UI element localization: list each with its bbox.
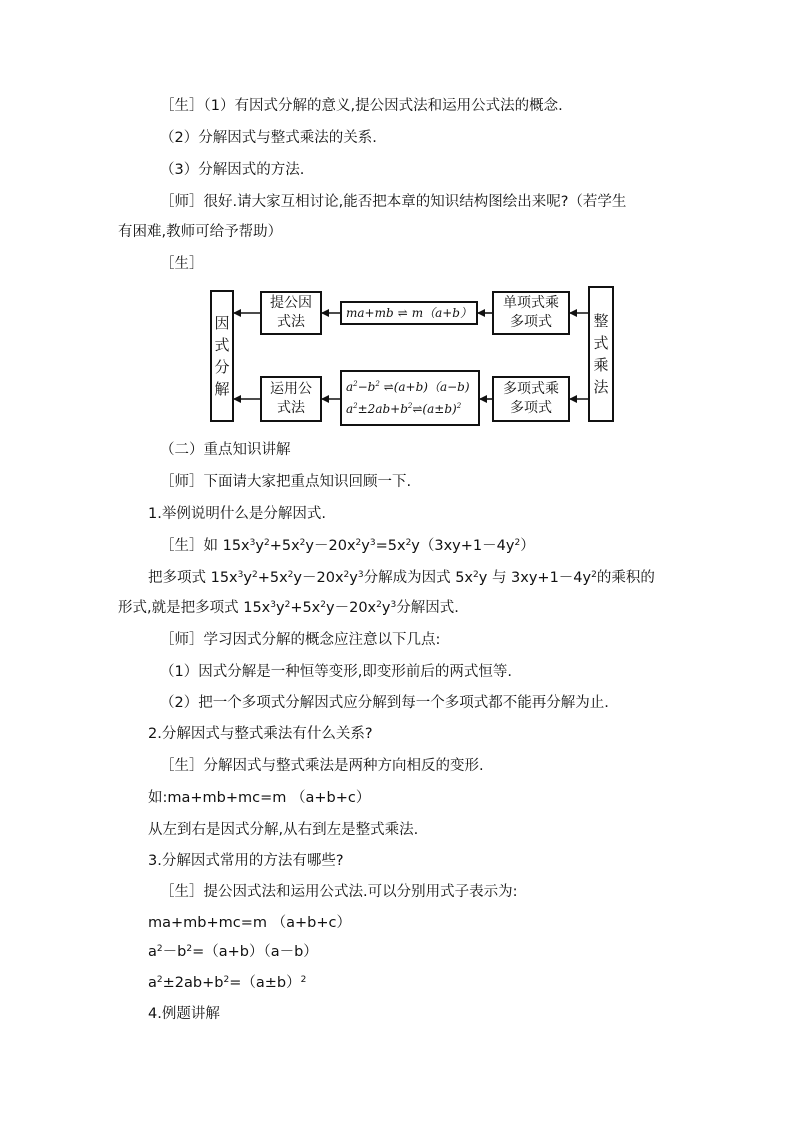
formula-method-box: 运用公 式法	[260, 376, 322, 422]
factorization-box: 因 式 分 解	[210, 290, 234, 422]
knowledge-structure-diagram	[210, 286, 614, 426]
line-25: 4.例题讲解	[148, 1006, 220, 1022]
double-arrow-icon: ⇌	[397, 305, 408, 320]
line-18: 如:ma+mb+mc=m （a+b+c）	[148, 790, 371, 806]
line-23: $a^2-b^2=(a+b)(a-b)$	[148, 944, 318, 960]
line-13: ［师］学习因式分解的概念应注意以下几点:	[160, 632, 441, 648]
polynomial-multiplication-box: 整 式 乘 法	[588, 286, 614, 422]
polynomial-times-polynomial-box: 多项式乘 多项式	[492, 376, 570, 422]
line-3: （3）分解因式的方法.	[160, 162, 305, 178]
monomial-times-polynomial-box: 单项式乘 多项式	[492, 291, 570, 335]
formula-identities-box	[340, 370, 480, 426]
line-5: 有困难,教师可给予帮助）	[118, 224, 283, 240]
line-8: ［师］下面请大家把重点知识回顾一下.	[160, 474, 412, 490]
line-15: （2）把一个多项式分解因式应分解到每一个多项式都不能再分解为止.	[160, 695, 609, 711]
line-9: 1.举例说明什么是分解因式.	[148, 506, 326, 522]
line-6: ［生］	[160, 256, 204, 272]
double-arrow-icon: ⇌	[412, 402, 423, 416]
line-1: ［生］（1）有因式分解的意义,提公因式法和运用公式法的概念.	[160, 98, 563, 114]
line-10: ［生］如 $15x^3y^2+5x^2y-20x^2y^3=5x^2y(3xy+1-4y^2)$	[160, 538, 535, 554]
common-factor-formula-box: ma+mb ⇌ m（a+b）	[340, 301, 478, 325]
line-14: （1）因式分解是一种恒等变形,即变形前后的两式恒等.	[160, 664, 512, 680]
line-19: 从左到右是因式分解,从右到左是整式乘法.	[148, 822, 419, 838]
line-12: 形式,就是把多项式 $15x^3y^2+5x^2y-20x^2y^3$分解因式.	[118, 600, 459, 616]
perfect-square-formula: $a^2\pm 2ab+b^2\rightleftharpoons(a\pm b)^2$	[346, 402, 462, 416]
line-11: 把多项式 $15x^3y^2+5x^2y-20x^2y^3$分解成为因式 $5x^2y$ 与 $3xy+1-4y^2$的乘积的	[148, 570, 655, 586]
line-17: ［生］分解因式与整式乘法是两种方向相反的变形.	[160, 758, 484, 774]
difference-of-squares-formula: $a^2-b^2$ ⇌(a+b)（a−b)	[346, 380, 470, 394]
line-4: ［师］很好.请大家互相讨论,能否把本章的知识结构图绘出来呢?（若学生	[160, 194, 627, 210]
common-factor-method-box: 提公因 式法	[260, 291, 322, 335]
line-22: ma+mb+mc=m （a+b+c）	[148, 915, 351, 931]
line-20: 3.分解因式常用的方法有哪些?	[148, 853, 344, 869]
line-7: （二）重点知识讲解	[160, 442, 291, 458]
double-arrow-icon: ⇌	[379, 380, 394, 394]
line-24: $a^2\pm 2ab+b^2=(a\pm b)^2$	[148, 975, 307, 991]
line-16: 2.分解因式与整式乘法有什么关系?	[148, 726, 373, 742]
line-21: ［生］提公因式法和运用公式法.可以分别用式子表示为:	[160, 884, 518, 900]
line-2: （2）分解因式与整式乘法的关系.	[160, 130, 377, 146]
